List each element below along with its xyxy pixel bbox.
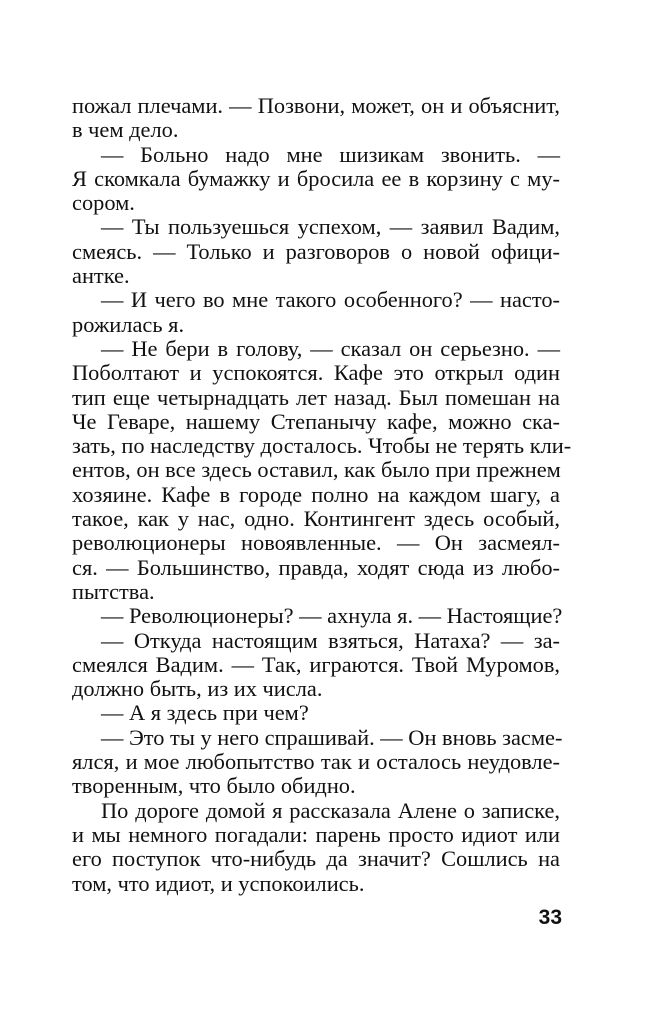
text-line: — Революционеры? — ахнула я. — Настоящие?	[101, 603, 563, 629]
text-line: — А я здесь при чем?	[101, 700, 309, 726]
text-line: революционеры новоявленные. — Он засмеял-	[72, 530, 560, 556]
text-line: — Не бери в голову, — сказал он серьезно. —	[101, 335, 560, 361]
text-line: должно быть, из их числа.	[72, 676, 323, 702]
text-line: — Больно надо мне шизикам звонить. —	[101, 141, 560, 167]
text-line: — Это ты у него спрашивай. — Он вновь засме-	[101, 724, 563, 750]
text-line: антке.	[72, 263, 130, 289]
page-number: 33	[538, 906, 562, 929]
text-line: смеялся Вадим. — Так, играются. Твой Муромов,	[72, 651, 560, 677]
text-line: творенным, что было обидно.	[72, 773, 356, 799]
text-line: ся. — Большинство, правда, ходят сюда из любо-	[72, 554, 560, 580]
text-line: Я скомкала бумажку и бросила ее в корзину с му-	[72, 165, 560, 191]
text-line: рожилась я.	[72, 311, 185, 337]
text-line: — И чего во мне такого особенного? — насто-	[101, 287, 560, 313]
text-line: тип еще четырнадцать лет назад. Был помешан на	[72, 384, 560, 410]
text-line: — Ты пользуешься успехом, — заявил Вадим,	[101, 214, 560, 240]
text-line: По дороге домой я рассказала Алене о записке,	[101, 797, 560, 823]
text-line: и мы немного погадали: парень просто идиот или	[72, 821, 560, 847]
text-line: хозяине. Кафе в городе полно на каждом шагу, а	[72, 481, 560, 507]
text-line: ялся, и мое любопытство так и осталось неудовле-	[72, 749, 560, 775]
text-line: в чем дело.	[72, 117, 179, 143]
text-line: смеясь. — Только и разговоров о новой офици-	[72, 238, 560, 264]
text-line: сором.	[72, 190, 135, 216]
text-line: Че Геваре, нашему Степанычу кафе, можно ска-	[72, 408, 560, 434]
text-line: пожал плечами. — Позвони, может, он и объяснит,	[72, 93, 560, 118]
text-line: ентов, он все здесь оставил, как было при прежнем	[72, 457, 561, 483]
book-page-text	[72, 93, 572, 896]
text-line: пытства.	[72, 578, 155, 604]
text-line: такое, как у нас, одно. Контингент здесь особый,	[72, 506, 560, 532]
text-line: том, что идиот, и успокоились.	[72, 870, 365, 896]
text-line: — Откуда настоящим взяться, Натаха? — за-	[101, 627, 560, 653]
text-line: его поступок что-нибудь да значит? Сошлись на	[72, 846, 560, 872]
text-line: Поболтают и успокоятся. Кафе это открыл один	[72, 360, 560, 386]
text-line: зать, по наследству досталось. Чтобы не терять кли-	[72, 433, 572, 459]
